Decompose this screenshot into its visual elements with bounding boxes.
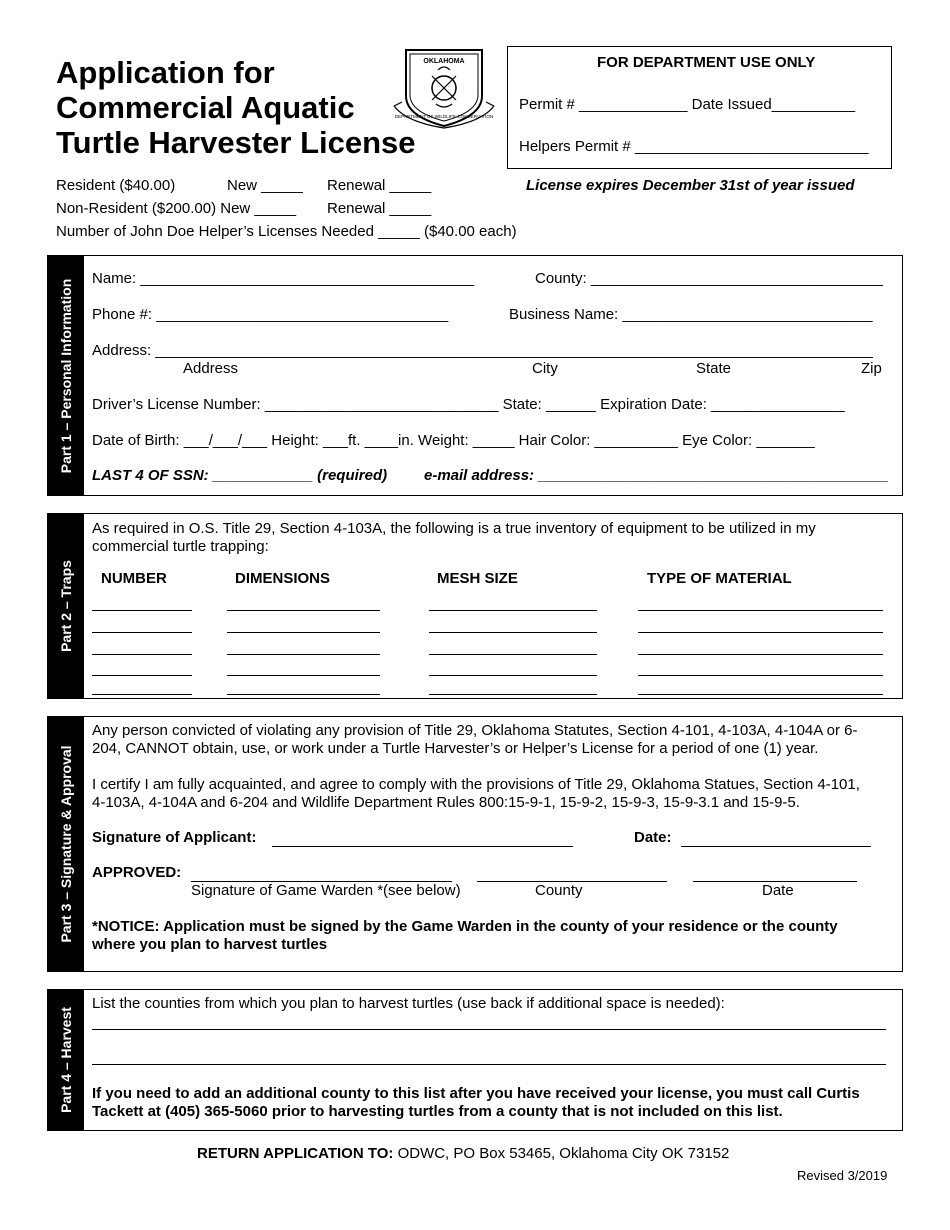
physical-description-field[interactable]: Date of Birth: ___/___/___ Height: ___ft. ____in. Weight: _____ Hair Color: __________ Eye Color: _______: [92, 432, 815, 449]
city-sublabel: City: [532, 360, 558, 377]
county-sublabel: County: [535, 882, 583, 899]
part1-tab-label: Part 1 – Personal Information: [58, 278, 74, 473]
revision-date: Revised 3/2019: [797, 1168, 888, 1183]
department-use-heading: FOR DEPARTMENT USE ONLY: [597, 54, 816, 71]
county-field[interactable]: County: ___________________________________: [535, 270, 883, 287]
trap-number-line[interactable]: [92, 675, 192, 676]
part2-tab: [48, 514, 84, 698]
zip-sublabel: Zip: [861, 360, 882, 377]
trap-number-line[interactable]: [92, 632, 192, 633]
nonresident-renewal-field[interactable]: Renewal _____: [327, 200, 432, 217]
drivers-license-field[interactable]: Driver’s License Number: ____________________________ State: ______ Expiration Date: ________________: [92, 396, 845, 413]
col-number-header: NUMBER: [101, 570, 167, 587]
helper-licenses-field[interactable]: Number of John Doe Helper’s Licenses Needed _____ ($40.00 each): [56, 223, 517, 240]
traps-intro-line1: As required in O.S. Title 29, Section 4-103A, the following is a true inventory of equipment to be utilized in my: [92, 520, 816, 537]
trap-material-line[interactable]: [638, 632, 883, 633]
col-material-header: TYPE OF MATERIAL: [647, 570, 792, 587]
email-field[interactable]: e-mail address: __________________________________________: [424, 467, 889, 484]
seal-top-text: OKLAHOMA: [423, 58, 465, 65]
trap-number-line[interactable]: [92, 694, 192, 695]
harvest-counties-line[interactable]: [92, 1029, 886, 1030]
additional-county-note-line1: If you need to add an additional county to this list after you have received your license, you must call Curtis: [92, 1085, 860, 1102]
part1-tab: [48, 256, 84, 495]
business-name-field[interactable]: Business Name: ______________________________: [509, 306, 873, 323]
trap-dimensions-line[interactable]: [227, 694, 380, 695]
permit-number-field: Permit # _____________ Date Issued__________: [519, 96, 856, 113]
return-address: [197, 1145, 729, 1162]
title-line-3: Turtle Harvester License: [56, 125, 416, 160]
trap-dimensions-line[interactable]: [227, 632, 380, 633]
state-sublabel: State: [696, 360, 732, 377]
applicant-signature-line[interactable]: [272, 846, 573, 847]
applicant-signature-label: Signature of Applicant:: [92, 829, 257, 846]
trap-mesh-line[interactable]: [429, 610, 597, 611]
trap-dimensions-line[interactable]: [227, 654, 380, 655]
trap-mesh-line[interactable]: [429, 675, 597, 676]
part4-tab-label: Part 4 – Harvest: [58, 1007, 74, 1113]
resident-fee-label: Resident ($40.00): [56, 177, 176, 194]
license-expiration-note: License expires December 31st of year issued: [526, 177, 855, 194]
harvest-counties-intro: List the counties from which you plan to harvest turtles (use back if additional space is needed):: [92, 995, 725, 1012]
part3-tab-label: Part 3 – Signature & Approval: [58, 745, 74, 943]
phone-field[interactable]: Phone #: ___________________________________: [92, 306, 449, 323]
col-mesh-size-header: MESH SIZE: [437, 570, 518, 587]
trap-material-line[interactable]: [638, 675, 883, 676]
trap-mesh-line[interactable]: [429, 694, 597, 695]
trap-material-line[interactable]: [638, 610, 883, 611]
page-title: [56, 55, 416, 160]
trap-dimensions-line[interactable]: [227, 610, 380, 611]
odwc-seal-logo: [392, 46, 496, 132]
additional-county-note-line2: Tackett at (405) 365-5060 prior to harvesting turtles from a county that is not included on this list.: [92, 1103, 783, 1120]
resident-new-field[interactable]: New _____: [227, 177, 303, 194]
trap-mesh-line[interactable]: [429, 654, 597, 655]
title-line-1: Application for: [56, 55, 275, 90]
violation-text-line1: Any person convicted of violating any provision of Title 29, Oklahoma Statutes, Section 4-101, 4-103A, 4-104A or 6-: [92, 722, 858, 739]
part1-personal-information: [47, 255, 903, 496]
approved-label: APPROVED:: [92, 864, 182, 881]
notice-line1: *NOTICE: Application must be signed by the Game Warden in the county of your residence or the county: [92, 918, 838, 935]
address-field[interactable]: Address: ______________________________________________________________________________________: [92, 342, 873, 359]
harvest-counties-line[interactable]: [92, 1064, 886, 1065]
certify-text-line2: 4-103A, 4-104A and 6-204 and Wildlife Department Rules 800:15-9-1, 15-9-2, 15-9-3, 15-9-3.1 and 15-9-5.: [92, 794, 800, 811]
signature-date-line[interactable]: [681, 846, 871, 847]
trap-number-line[interactable]: [92, 610, 192, 611]
return-address-text: ODWC, PO Box 53465, Oklahoma City OK 73152: [397, 1145, 730, 1162]
part4-tab: [48, 990, 84, 1130]
warden-signature-sublabel: Signature of Game Warden *(see below): [191, 882, 461, 899]
trap-material-line[interactable]: [638, 654, 883, 655]
trap-mesh-line[interactable]: [429, 632, 597, 633]
nonresident-new-field[interactable]: Non-Resident ($200.00) New _____: [56, 200, 297, 217]
trap-material-line[interactable]: [638, 694, 883, 695]
trap-dimensions-line[interactable]: [227, 675, 380, 676]
name-field[interactable]: Name: ________________________________________: [92, 270, 475, 287]
signature-date-label: Date:: [634, 829, 672, 846]
address-sublabel: Address: [183, 360, 239, 377]
ssn-field[interactable]: LAST 4 OF SSN: ____________ (required): [92, 467, 388, 484]
return-label: RETURN APPLICATION TO:: [197, 1145, 394, 1162]
title-line-2: Commercial Aquatic: [56, 90, 355, 125]
traps-intro-line2: commercial turtle trapping:: [92, 538, 269, 555]
notice-line2: where you plan to harvest turtles: [92, 936, 328, 953]
part3-tab: [48, 717, 84, 971]
helpers-permit-field: Helpers Permit # ____________________________: [519, 138, 869, 155]
seal-bottom-text: DEPARTMENT OF WILDLIFE CONSERVATION: [394, 114, 494, 119]
col-dimensions-header: DIMENSIONS: [235, 570, 331, 587]
trap-number-line[interactable]: [92, 654, 192, 655]
part2-tab-label: Part 2 – Traps: [58, 560, 74, 652]
violation-text-line2: 204, CANNOT obtain, use, or work under a Turtle Harvester’s or Helper’s License for a period of one (1) year.: [92, 740, 819, 757]
resident-renewal-field[interactable]: Renewal _____: [327, 177, 432, 194]
certify-text-line1: I certify I am fully acquainted, and agree to comply with the provisions of Title 29, Oklahoma Statues, Section 4-101,: [92, 776, 860, 793]
date-sublabel: Date: [762, 882, 794, 899]
